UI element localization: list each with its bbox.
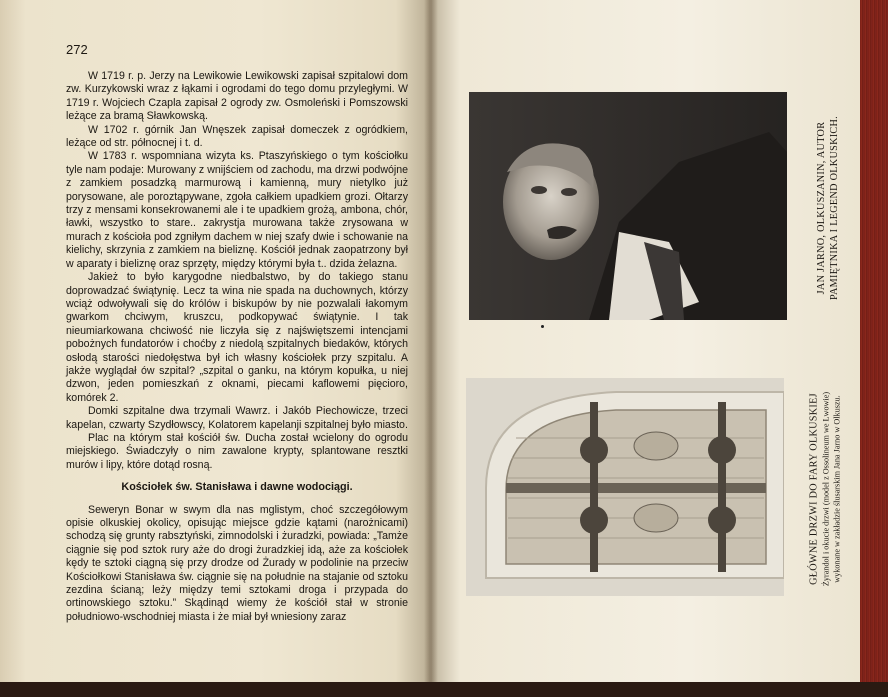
door-caption [790, 378, 860, 600]
paragraph: Seweryn Bonar w swym dla nas mglistym, choć szczegółowym opisie olkuskiej okolicy, opisując miejsce gdzie kątami (narożnicami) schodzą się grunty rabsztyński, zimnodolski i żuradzki, powiada: „Tamże ciągnie się pod sztok rury aże do drogi żuradzkiej idą, aże za kościołek kędy te sztoki ciągną się przy drodze od Żurady w podolinie na przeciw Kościołkowi Stanisława św. ciągnie się na południe na stajanie od sztoku zezdina ścianą; leży między temi sztokami droga i przypada do ortinowskiego sztoku.” Skądinąd wiemy że kościół stał w stronie południowo-wschodniej miasta i że miał był wniesiony zaraz [66, 503, 408, 623]
door-illustration [466, 378, 784, 596]
portrait-caption-text: JAN JARNO, OLKUSZANIN, AUTOR PAMIĘTNIKA I LEGEND OLKUSKICH. [816, 115, 840, 301]
paragraph: Domki szpitalne dwa trzymali Wawrz. i Jakób Piechowicze, trzeci kapelan, czwarty Szydłowscy, Kolatorem kapelanji szpitalnej było miasto. [66, 405, 408, 431]
portrait-photo [469, 92, 787, 320]
paragraph: Plac na którym stał kościół św. Ducha został wcielony do ogrodu miejskiego. Świadczyły o nim zawalone krypty, splantowane resztki murów i lipy, które dotąd rosną. [66, 431, 408, 471]
paragraph: W 1702 r. górnik Jan Wnęszek zapisał domeczek z ogródkiem, leżące od str. północnej i t. d. [66, 123, 408, 150]
section-heading: Kościołek św. Stanisława i dawne wodociągi. [121, 481, 353, 494]
paragraph: W 1719 r. p. Jerzy na Lewikowie Lewikowski zapisał szpitalowi dom zw. Kurzykowski wraz z łąkami i ogrodami do tego domu przyległymi. W 1719 r. Wojciech Czapla zapisał 2 ogrody zw. Osmoleński i Pomszowski leżące za bramą Sławkowską. [66, 70, 408, 123]
door-caption-rotated [807, 378, 842, 600]
door-caption-detail: Żyrandol i okucie drzwi (model z Ossolineum we Lwowie) wykonane w zakładzie ślusarskim Jana Jarno w Olkuszu. [821, 391, 841, 587]
body-text [66, 70, 408, 624]
door-caption-title: GŁÓWNE DRZWI DO FARY OLKUSKIEJ [808, 393, 820, 585]
portrait-caption [798, 96, 858, 321]
book-bottom-edge [0, 682, 888, 697]
print-speck [541, 325, 544, 328]
book-gutter [424, 0, 438, 697]
page-number: 272 [66, 42, 88, 57]
portrait-illustration [469, 92, 787, 320]
paragraph: Jakież to było karygodne niedbalstwo, by do takiego stanu doprowadzać świątynię. Lecz ta wina nie spada na duchownych, którzy wciąż odwoływali się do królów i biskupów by nie pozwalali łakomym gwarkom chciwym, kruszcu, podkopywać świątynie. I tak nieumiarkowana chciwość nie liczyła się z najświętszemi intencjami pobożnych fundatorów i choćby z niedolą szpitalnych biedaków, których osłodą starości niedołęstwa był ich własny kościołek przy szpitalu. A jakże wyglądał ów szpital? „szpital o ganku, na którym kopułka, u niej dzwon, jeden pomieszkań z oknami, piecami kaflowemi pięcioro, komórek 2. [66, 271, 408, 404]
door-photo [466, 378, 784, 596]
page-edges [860, 0, 888, 697]
paragraph: W 1783 r. wspomniana wizyta ks. Ptaszyńskiego o tym kościołku tyle nam podaje: Murowany z wnijściem od zachodu, ma drzwi podwójne z zamkiem posadzką marmurową i kamienną, mury nietylko już porysowane, ale poroztąpywane, zgoła całkiem upadkiem grozi. Ołtarzy trzy z mensami konsekrowanemi ale i te upadkiem grożą, ambona, chór, ławki, wszystko to stare.. zakrystja murowana także zrysowana w murach z kościoła pod zgniłym dachem w niej szafy dwie i schowanie na kielichy, skrzynia z zamkiem na bieliznę. Kościół jednak zaopatrzony był w aparaty i bieliznę oraz sprzęty, między którymi była t.. dzida żelazna. [66, 150, 408, 270]
